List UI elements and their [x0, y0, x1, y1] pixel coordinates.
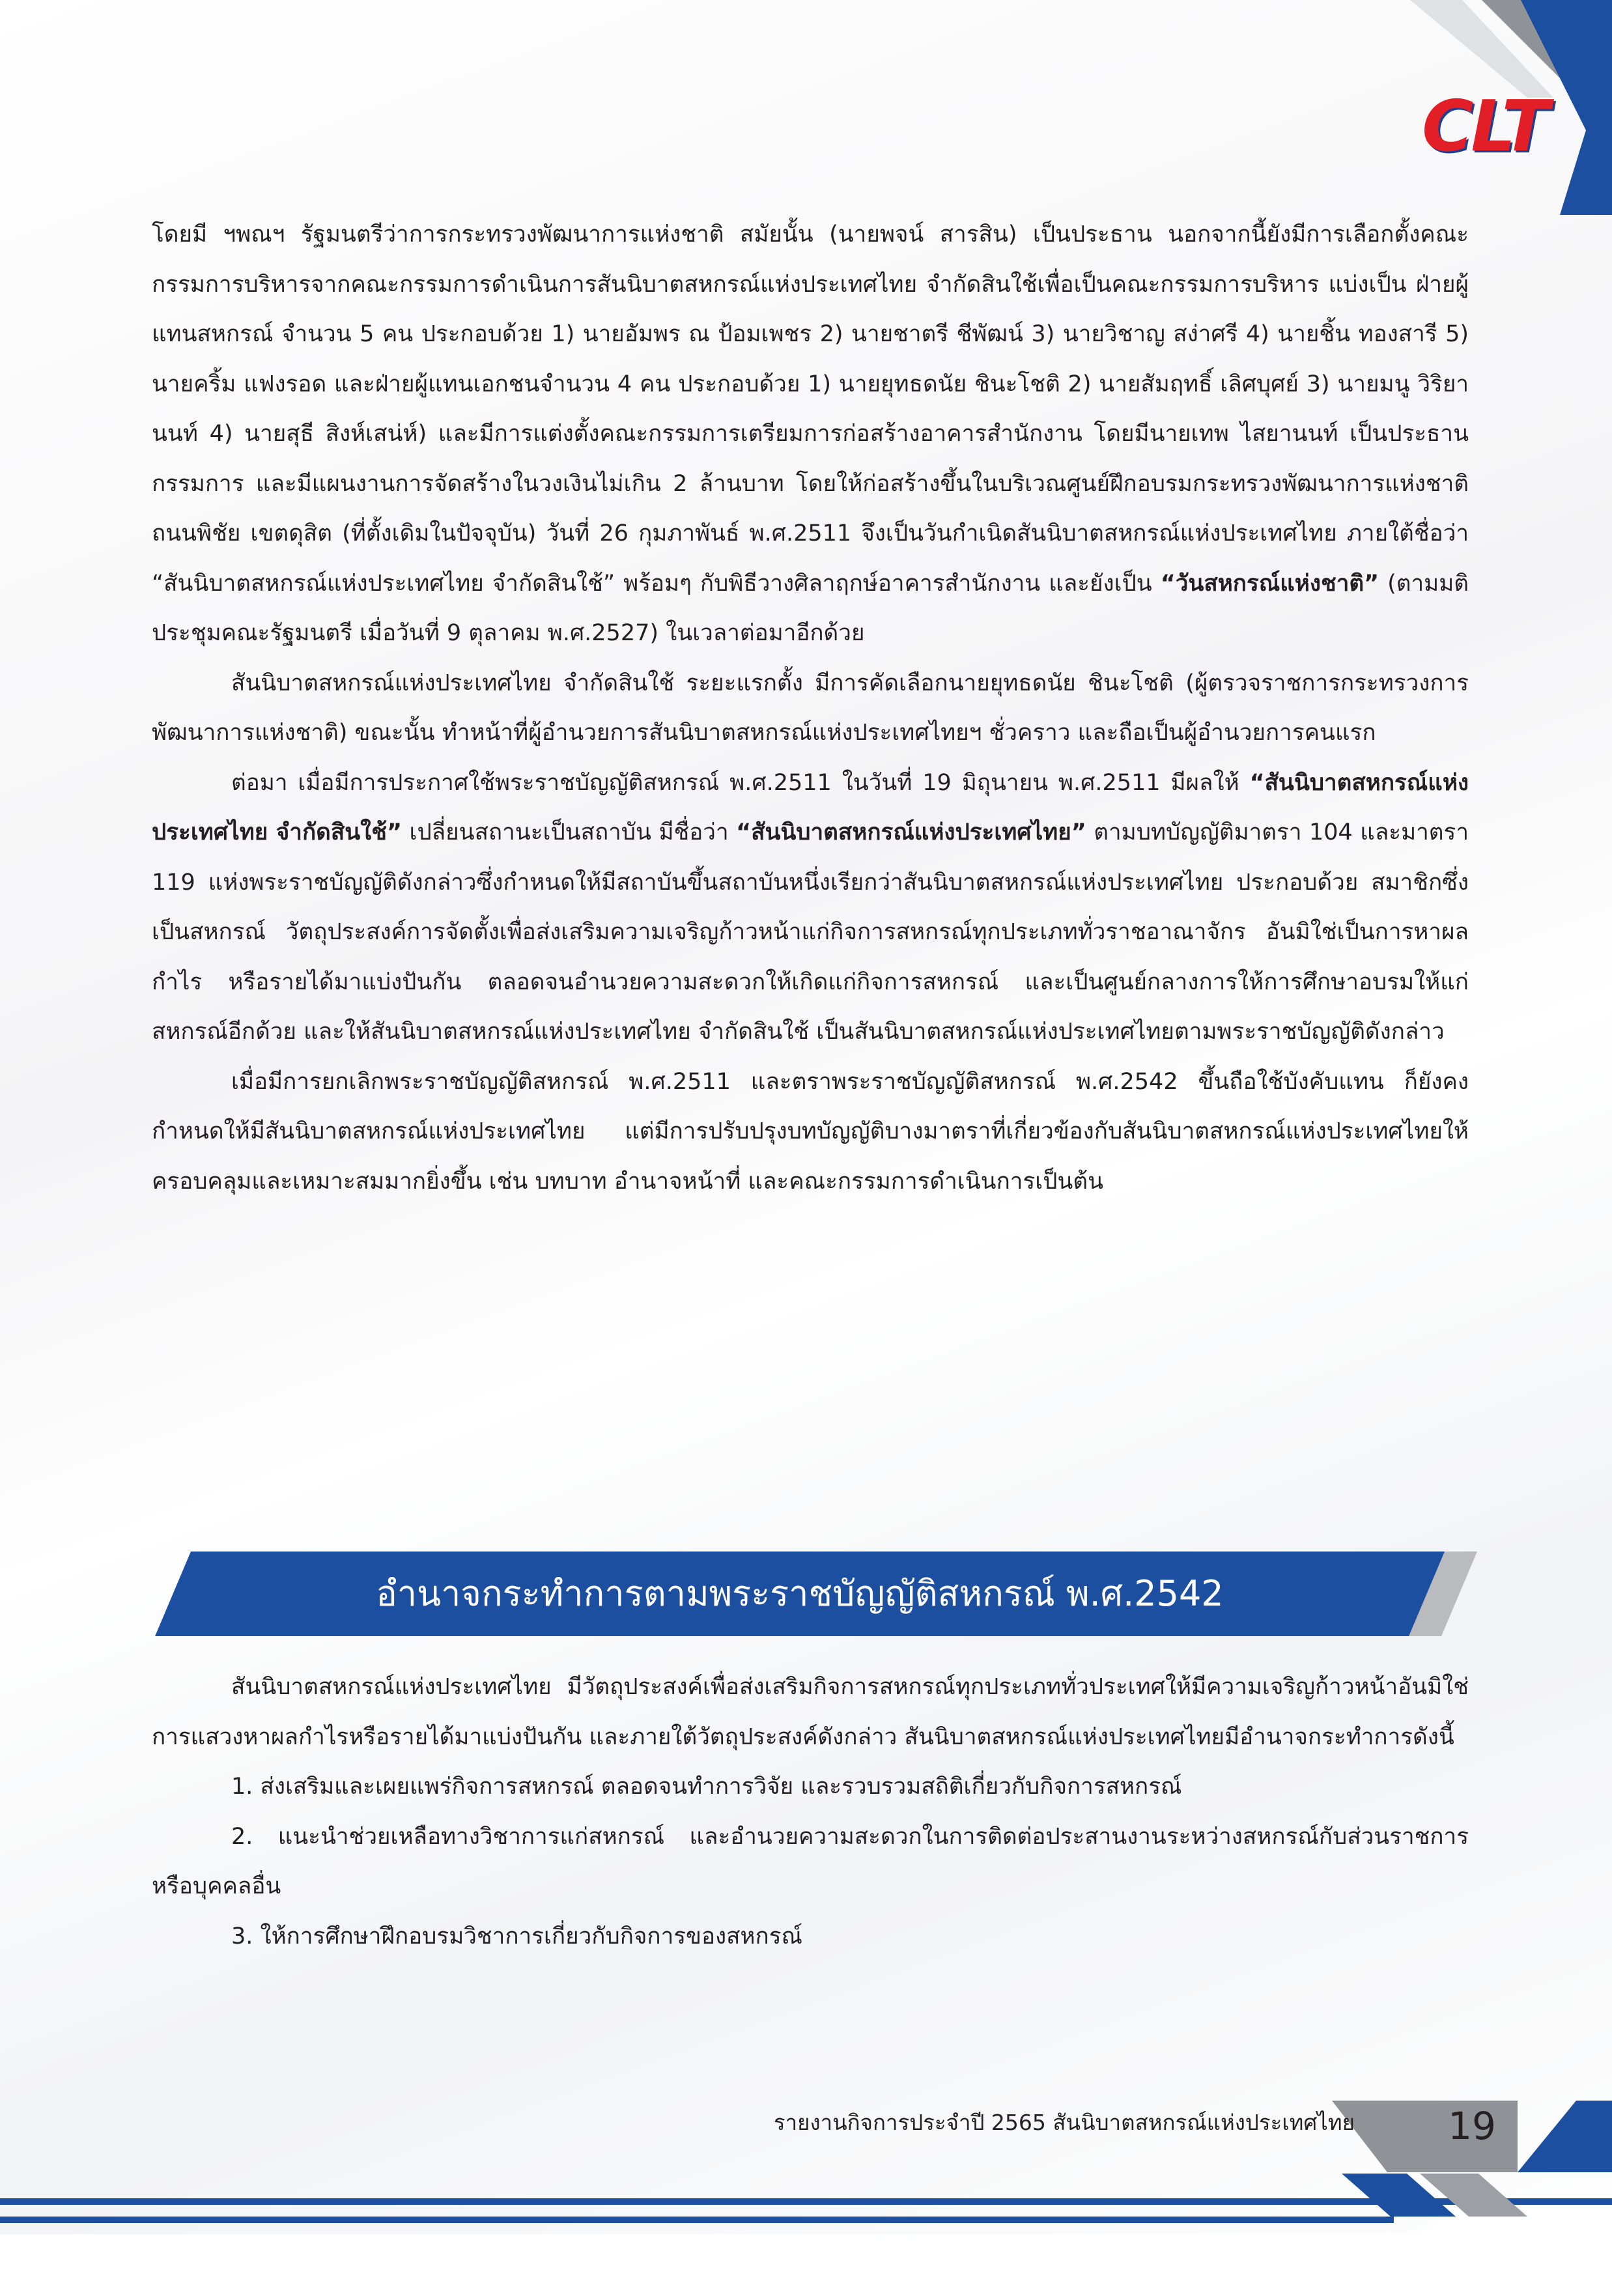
paragraph-3-bold-2: “สันนิบาตสหกรณ์แห่งประเทศไทย”	[736, 819, 1086, 845]
section-content	[152, 1662, 1469, 1961]
paragraph-3-a: ต่อมา เมื่อมีการประกาศใช้พระราชบัญญัติสหกรณ์ พ.ศ.2511 ในวันที่ 19 มิถุนายน พ.ศ.2511 มีผลให้	[231, 769, 1250, 796]
list-item: 1. ส่งเสริมและเผยแพร่กิจการสหกรณ์ ตลอดจนทำการวิจัย และรวบรวมสถิติเกี่ยวกับกิจการสหกรณ์	[231, 1774, 1182, 1800]
paragraph-4: เมื่อมีการยกเลิกพระราชบัญญัติสหกรณ์ พ.ศ.2511 และตราพระราชบัญญัติสหกรณ์ พ.ศ.2542 ขึ้นถือใช้บังคับแทน ก็ยังคงกำหนดให้มีสันนิบาตสหกรณ์แห่งประเทศไทย แต่มีการปรับปรุงบทบัญญัติบางมาตราที่เกี่ยวข้องกับสันนิบาตสหกรณ์แห่งประเทศไทยให้ครอบคลุมและเหมาะสมมากยิ่งขึ้น เช่น บทบาท อำนาจหน้าที่ และคณะกรรมการดำเนินการเป็นต้น	[152, 1068, 1469, 1195]
paragraph-3-e: ตามบทบัญญัติมาตรา 104 และมาตรา 119 แห่งพระราชบัญญัติดังกล่าวซึ่งกำหนดให้มีสถาบันขึ้นสถาบันหนึ่งเรียกว่าสันนิบาตสหกรณ์แห่งประเทศไทย ประกอบด้วย สมาชิกซึ่งเป็นสหกรณ์ วัตถุประสงค์การจัดตั้งเพื่อส่งเสริมความเจริญก้าวหน้าแก่กิจการสหกรณ์ทุกประเภททั่วราชอาณาจักร อันมิใช่เป็นการหาผลกำไร หรือรายได้มาแบ่งปันกัน ตลอดจนอำนวยความสะดวกให้เกิดแก่กิจการสหกรณ์ และเป็นศูนย์กลางการให้การศึกษาอบรมให้แก่สหกรณ์อีกด้วย และให้สันนิบาตสหกรณ์แห่งประเทศไทย จำกัดสินใช้ เป็นสันนิบาตสหกรณ์แห่งประเทศไทยตามพระราชบัญญัติดังกล่าว	[152, 819, 1469, 1045]
body-content	[152, 210, 1469, 1206]
section-header-banner	[155, 1552, 1477, 1636]
page-number: 19	[1448, 2104, 1496, 2148]
footer-report-title: รายงานกิจการประจำปี 2565 สันนิบาตสหกรณ์แห่งประเทศไทย	[773, 2110, 1355, 2135]
paragraph-1	[152, 210, 1469, 659]
list-item: 2. แนะนำช่วยเหลือทางวิชาการแก่สหกรณ์ และอำนวยความสะดวกในการติดต่อประสานงานระหว่างสหกรณ์กับส่วนราชการหรือบุคคลอื่น	[152, 1823, 1469, 1899]
section-intro: สันนิบาตสหกรณ์แห่งประเทศไทย มีวัตถุประสงค์เพื่อส่งเสริมกิจการสหกรณ์ทุกประเภททั่วประเทศให้มีความเจริญก้าวหน้าอันมิใช่การแสวงหาผลกำไรหรือรายได้มาแบ่งปันกัน และภายใต้วัตถุประสงค์ดังกล่าว สันนิบาตสหกรณ์แห่งประเทศไทยมีอำนาจกระทำการดังนี้	[152, 1674, 1469, 1750]
section-title: อำนาจกระทำการตามพระราชบัญญัติสหกรณ์ พ.ศ.2542	[376, 1573, 1224, 1614]
list-item: 3. ให้การศึกษาฝึกอบรมวิชาการเกี่ยวกับกิจการของสหกรณ์	[231, 1923, 802, 1949]
paragraph-1-end: (ตามมติประชุมคณะรัฐมนตรี เมื่อวันที่ 9 ตุลาคม พ.ศ.2527) ในเวลาต่อมาอีกด้วย	[152, 570, 1469, 646]
paragraph-3	[152, 758, 1469, 1057]
paragraph-1-text: โดยมี ฯพณฯ รัฐมนตรีว่าการกระทรวงพัฒนาการแห่งชาติ สมัยนั้น (นายพจน์ สารสิน) เป็นประธาน นอกจากนี้ยังมีการเลือกตั้งคณะกรรมการบริหารจากคณะกรรมการดำเนินการสันนิบาตสหกรณ์แห่งประเทศไทย จำกัดสินใช้เพื่อเป็นคณะกรรมการบริหาร แบ่งเป็น ฝ่ายผู้แทนสหกรณ์ จำนวน 5 คน ประกอบด้วย 1) นายอัมพร ณ ป้อมเพชร 2) นายชาตรี ชีพัฒน์ 3) นายวิชาญ สง่าศรี 4) นายชิ้น ทองสารี 5) นายคริ้ม แฟงรอด และฝ่ายผู้แทนเอกชนจำนวน 4 คน ประกอบด้วย 1) นายยุทธดนัย ชินะโชติ 2) นายสัมฤทธิ์ เลิศบุศย์ 3) นายมนู วิริยานนท์ 4) นายสุธี สิงห์เสน่ห์) และมีการแต่งตั้งคณะกรรมการเตรียมการก่อสร้างอาคารสำนักงาน โดยมีนายเทพ ไสยานนท์ เป็นประธานกรรมการ และมีแผนงานการจัดสร้างในวงเงินไม่เกิน 2 ล้านบาท โดยให้ก่อสร้างขึ้นในบริเวณศูนย์ฝึกอบรมกระทรวงพัฒนาการแห่งชาติ ถนนพิชัย เขตดุสิต (ที่ตั้งเดิมในปัจจุบัน) วันที่ 26 กุมภาพันธ์ พ.ศ.2511 จึงเป็นวันกำเนิดสันนิบาตสหกรณ์แห่งประเทศไทย ภายใต้ชื่อว่า “สันนิบาตสหกรณ์แห่งประเทศไทย จำกัดสินใช้” พร้อมๆ กับพิธีวางศิลาฤกษ์อาคารสำนักงาน และยังเป็น	[152, 221, 1469, 597]
paragraph-2: สันนิบาตสหกรณ์แห่งประเทศไทย จำกัดสินใช้ ระยะแรกตั้ง มีการคัดเลือกนายยุทธดนัย ชินะโชติ (ผู้ตรวจราชการกระทรวงการพัฒนาการแห่งชาติ) ขณะนั้น ทำหน้าที่ผู้อำนวยการสันนิบาตสหกรณ์แห่งประเทศไทยฯ ชั่วคราว และถือเป็นผู้อำนวยการคนแรก	[152, 670, 1469, 746]
paragraph-3-bold-1: “สันนิบาตสหกรณ์แห่งประเทศไทย จำกัดสินใช้”	[152, 769, 1469, 845]
clt-logo: CLT	[1422, 86, 1547, 167]
paragraph-1-bold: “วันสหกรณ์แห่งชาติ”	[1160, 570, 1379, 597]
paragraph-3-c: เปลี่ยนสถานะเป็นสถาบัน มีชื่อว่า	[402, 819, 737, 845]
